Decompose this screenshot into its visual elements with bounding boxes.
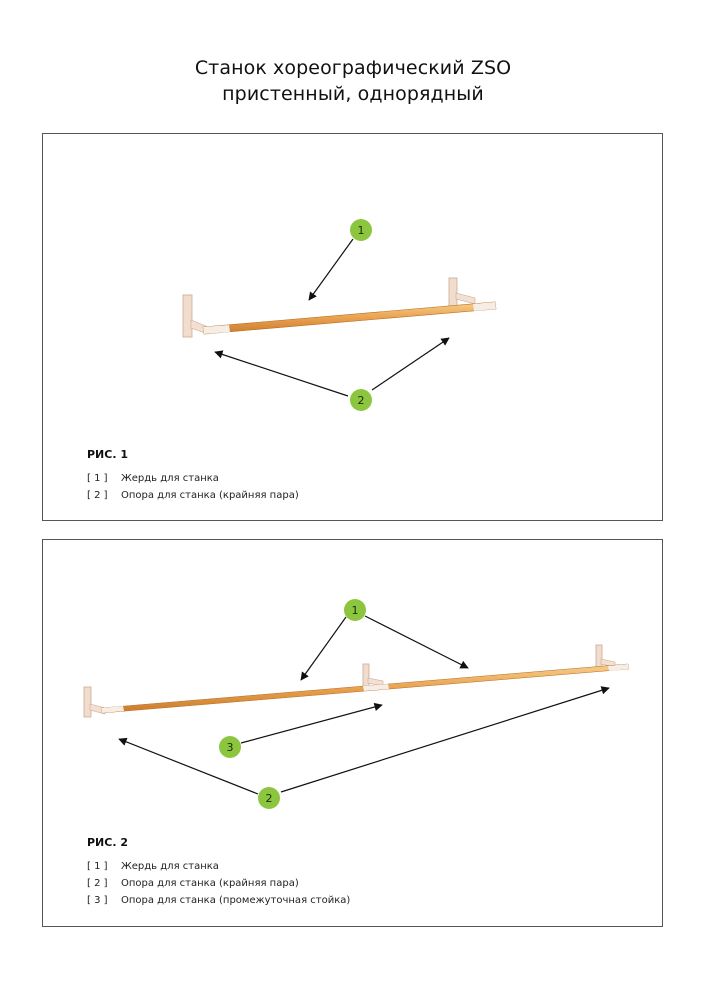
arrow-1 — [309, 239, 353, 300]
legend-text: Опора для станка (крайняя пара) — [121, 490, 299, 501]
title-line-1: Станок хореографический ZSO — [194, 57, 512, 79]
legend-number: [ 1 ] — [87, 473, 108, 484]
legend-item — [87, 892, 350, 909]
legend-text: Опора для станка (промежуточная стойка) — [121, 895, 351, 906]
svg-text:3: 3 — [226, 741, 234, 754]
callout-2 — [258, 787, 280, 809]
figure-1-legend — [87, 470, 299, 504]
arrow-2-right — [281, 688, 609, 792]
legend-item — [87, 470, 299, 487]
legend-number: [ 2 ] — [87, 490, 108, 501]
arrow-3 — [241, 705, 382, 743]
legend-item — [87, 858, 350, 875]
svg-text:2: 2 — [265, 792, 273, 805]
legend-text: Опора для станка (крайняя пара) — [121, 878, 299, 889]
figure-1-illustration — [43, 134, 664, 522]
figure-2-caption: РИС. 2 — [87, 836, 129, 849]
legend-item — [87, 875, 350, 892]
page-title — [0, 55, 706, 107]
arrow-1-right — [365, 616, 468, 668]
title-line-2: пристенный, однорядный — [222, 83, 484, 105]
callout-1 — [344, 599, 366, 621]
figure-1-caption: РИС. 1 — [87, 448, 129, 461]
svg-text:1: 1 — [357, 224, 365, 237]
svg-text:1: 1 — [351, 604, 359, 617]
legend-number: [ 1 ] — [87, 861, 108, 872]
callout-3 — [219, 736, 241, 758]
arrow-1-left — [301, 617, 346, 680]
callout-1 — [350, 219, 372, 241]
bar-pole — [203, 302, 496, 334]
figure-1-panel — [42, 133, 663, 521]
legend-text: Жердь для станка — [121, 473, 219, 484]
callout-2 — [350, 389, 372, 411]
figure-2-panel — [42, 539, 663, 927]
arrow-2-right — [372, 338, 449, 390]
legend-number: [ 3 ] — [87, 895, 108, 906]
arrow-2-left — [215, 352, 348, 396]
legend-text: Жердь для станка — [121, 861, 219, 872]
figure-2-legend — [87, 858, 350, 909]
svg-text:2: 2 — [357, 394, 365, 407]
legend-item — [87, 487, 299, 504]
legend-number: [ 2 ] — [87, 878, 108, 889]
